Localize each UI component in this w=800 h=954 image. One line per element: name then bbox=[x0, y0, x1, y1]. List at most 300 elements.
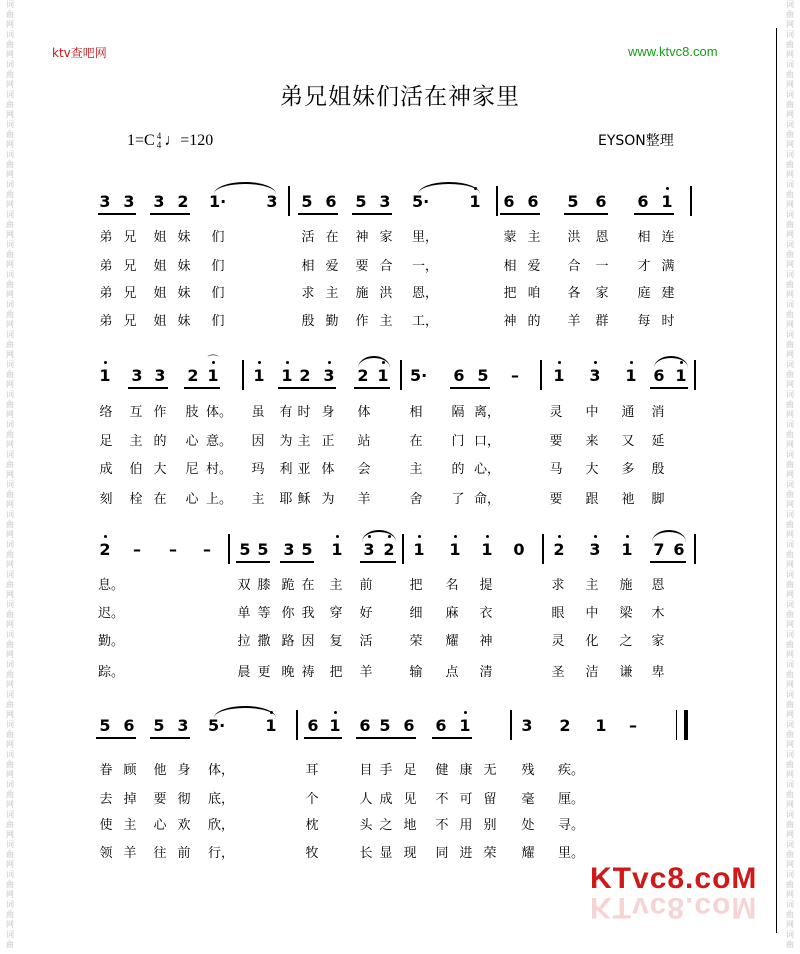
watermark-char: 曲 bbox=[786, 280, 794, 289]
lyric-char: 肢 bbox=[185, 405, 199, 420]
watermark-char: 曲 bbox=[6, 490, 14, 499]
lyric-char: 细 bbox=[409, 606, 423, 621]
octave-dot-up bbox=[558, 361, 561, 364]
note: – bbox=[629, 716, 637, 735]
lyric-char: 往 bbox=[153, 846, 167, 861]
note: 1 bbox=[448, 540, 462, 560]
lyric-char: 显 bbox=[379, 846, 393, 861]
watermark-char: 词 bbox=[786, 30, 794, 39]
watermark-char: 词 bbox=[786, 570, 794, 579]
watermark-char: 词 bbox=[6, 780, 14, 789]
arranger: EYSON整理 bbox=[598, 133, 674, 149]
lyric-char: 荣 bbox=[409, 634, 423, 649]
watermark-char: 网 bbox=[6, 680, 14, 689]
lyric-char: 们 bbox=[211, 314, 225, 329]
lyric-char: 羊 bbox=[567, 314, 581, 329]
lyric-char: 毫 bbox=[521, 792, 535, 807]
octave-dot-up bbox=[594, 361, 597, 364]
note: 2 bbox=[559, 716, 571, 735]
note: 6 bbox=[527, 192, 539, 211]
lyric-char: 口， bbox=[474, 434, 501, 449]
watermark-char: 曲 bbox=[786, 850, 794, 859]
watermark-char: 网 bbox=[786, 320, 794, 329]
final-bar-thick bbox=[684, 710, 688, 740]
lyric-char: 路 bbox=[281, 634, 295, 649]
lyric-char: 洁 bbox=[585, 665, 599, 680]
lyric-char: 现 bbox=[403, 846, 417, 861]
watermark-char: 词 bbox=[6, 390, 14, 399]
note: 3 bbox=[131, 366, 143, 385]
note: 3 bbox=[283, 540, 295, 559]
watermark-char: 曲 bbox=[786, 760, 794, 769]
lyric-char: 见 bbox=[403, 792, 417, 807]
watermark-char: 曲 bbox=[786, 790, 794, 799]
watermark-char: 网 bbox=[786, 770, 794, 779]
watermark-char: 词 bbox=[786, 510, 794, 519]
lyric-char: 迟。 bbox=[98, 606, 125, 621]
lyric-char: 足 bbox=[99, 434, 113, 449]
watermark-char: 网 bbox=[6, 710, 14, 719]
lyric-char: 的 bbox=[153, 434, 167, 449]
lyric-char: 中 bbox=[585, 405, 599, 420]
note: 5· bbox=[410, 366, 428, 385]
lyric-char: 更 bbox=[257, 665, 271, 680]
lyric-char: 蒙 bbox=[503, 230, 517, 245]
lyric-char: 合 bbox=[567, 259, 581, 274]
watermark-char: 网 bbox=[786, 890, 794, 899]
lyric-char: 中 bbox=[585, 606, 599, 621]
watermark-char: 曲 bbox=[6, 400, 14, 409]
lyric-char: 前 bbox=[177, 846, 191, 861]
beam-underline bbox=[356, 737, 416, 739]
note: 3 bbox=[266, 192, 278, 211]
lyric-char: 的 bbox=[527, 314, 541, 329]
lyric-char: 里。 bbox=[558, 846, 585, 861]
note: 1 bbox=[674, 366, 688, 386]
lyric-char: 祷 bbox=[301, 665, 315, 680]
fermata-icon: ⌒ bbox=[207, 354, 219, 367]
lyric-char: 进 bbox=[459, 846, 473, 861]
lyric-char: 兄 bbox=[123, 314, 137, 329]
watermark-char: 词 bbox=[6, 210, 14, 219]
lyric-char: 弟 bbox=[99, 230, 113, 245]
lyric-char: 兄 bbox=[123, 230, 137, 245]
watermark-char: 词 bbox=[786, 480, 794, 489]
lyric-char: 健 bbox=[435, 763, 449, 778]
lyric-char: 家 bbox=[379, 230, 393, 245]
note: 1 bbox=[468, 192, 482, 212]
bar-line bbox=[510, 710, 512, 740]
lyric-char: 身 bbox=[321, 405, 335, 420]
watermark-char: 网 bbox=[786, 470, 794, 479]
lyric-char: 一 bbox=[595, 259, 609, 274]
lyric-char: 站 bbox=[357, 434, 371, 449]
lyric-char: 耀 bbox=[521, 846, 535, 861]
watermark-char: 曲 bbox=[6, 670, 14, 679]
time-top: 4 bbox=[156, 131, 162, 142]
lyric-char: 们 bbox=[211, 259, 225, 274]
lyric-char: 好 bbox=[359, 606, 373, 621]
lyric-char: 疾。 bbox=[558, 763, 585, 778]
watermark-char: 网 bbox=[6, 830, 14, 839]
lyric-char: 庭 bbox=[637, 286, 651, 301]
lyric-char: 衣 bbox=[479, 606, 493, 621]
lyric-char: 门 bbox=[451, 434, 465, 449]
watermark-char: 曲 bbox=[6, 310, 14, 319]
lyric-char: 主 bbox=[123, 818, 137, 833]
watermark-char: 网 bbox=[786, 650, 794, 659]
lyric-line-15 bbox=[0, 817, 800, 835]
watermark-char: 网 bbox=[786, 620, 794, 629]
lyric-char: 主 bbox=[129, 434, 143, 449]
lyric-char: 耶 bbox=[279, 492, 293, 507]
lyric-char: 洪 bbox=[567, 230, 581, 245]
watermark-char: 网 bbox=[786, 50, 794, 59]
lyric-char: 恩， bbox=[412, 286, 439, 301]
lyric-char: 在 bbox=[301, 578, 315, 593]
slur-tie bbox=[418, 182, 480, 194]
lyric-char: 不 bbox=[435, 792, 449, 807]
watermark-char: 曲 bbox=[786, 370, 794, 379]
lyric-char: 意。 bbox=[206, 434, 233, 449]
lyric-char: 勤。 bbox=[98, 634, 125, 649]
bar-line bbox=[228, 534, 230, 564]
watermark-char: 词 bbox=[786, 600, 794, 609]
lyric-char: 息。 bbox=[98, 578, 125, 593]
lyric-char: 晚 bbox=[281, 665, 295, 680]
lyric-char: 刻 bbox=[99, 492, 113, 507]
lyric-char: 谦 bbox=[619, 665, 633, 680]
lyric-char: 满 bbox=[661, 259, 675, 274]
lyric-char: 行， bbox=[208, 846, 235, 861]
note: 6 bbox=[403, 716, 415, 735]
lyric-char: 枕 bbox=[305, 818, 319, 833]
lyric-char: 在 bbox=[153, 492, 167, 507]
watermark-char: 词 bbox=[786, 210, 794, 219]
lyric-char: 跟 bbox=[585, 492, 599, 507]
watermark-char: 词 bbox=[786, 360, 794, 369]
note: 3 bbox=[521, 716, 533, 735]
lyric-char: 妹 bbox=[177, 230, 191, 245]
lyric-char: 体， bbox=[208, 763, 235, 778]
note: 1 bbox=[480, 540, 494, 560]
watermark-char: 网 bbox=[786, 800, 794, 809]
bar-line bbox=[542, 534, 544, 564]
note: 3 bbox=[322, 366, 336, 386]
lyric-char: 头 bbox=[359, 818, 373, 833]
lyric-char: 姐 bbox=[153, 314, 167, 329]
lyric-char: 麻 bbox=[445, 606, 459, 621]
watermark-char: 曲 bbox=[786, 250, 794, 259]
watermark-char: 网 bbox=[6, 620, 14, 629]
lyric-char: 马 bbox=[549, 462, 563, 477]
note: 2 bbox=[552, 540, 566, 560]
watermark-char: 曲 bbox=[786, 580, 794, 589]
beam-underline bbox=[450, 387, 490, 389]
watermark-char: 词 bbox=[6, 750, 14, 759]
watermark-char: 曲 bbox=[6, 700, 14, 709]
watermark-char: 词 bbox=[786, 720, 794, 729]
watermark-char: 网 bbox=[6, 470, 14, 479]
watermark-char: 曲 bbox=[6, 70, 14, 79]
note: 1 bbox=[412, 540, 426, 560]
octave-dot-up bbox=[594, 535, 597, 538]
octave-dot-up bbox=[486, 535, 489, 538]
lyric-char: 用 bbox=[459, 818, 473, 833]
lyric-char: 来 bbox=[585, 434, 599, 449]
lyric-char: 命， bbox=[474, 492, 501, 507]
note: 1 bbox=[660, 192, 674, 212]
lyric-char: 了 bbox=[451, 492, 465, 507]
octave-dot-down bbox=[104, 535, 107, 538]
lyric-char: 虽 bbox=[251, 405, 265, 420]
lyric-line-7 bbox=[0, 461, 800, 479]
lyric-char: 眼 bbox=[551, 606, 565, 621]
site-url[interactable]: www.ktvc8.com bbox=[628, 44, 718, 59]
lyric-char: 玛 bbox=[251, 462, 265, 477]
octave-dot-up bbox=[328, 361, 331, 364]
lyric-char: 梁 bbox=[619, 606, 633, 621]
watermark-char: 网 bbox=[6, 230, 14, 239]
note: 1 bbox=[206, 366, 220, 386]
watermark-char: 词 bbox=[786, 930, 794, 939]
lyric-char: 去 bbox=[99, 792, 113, 807]
lyric-char: 同 bbox=[435, 846, 449, 861]
lyric-char: 单 bbox=[237, 606, 251, 621]
watermark-char: 网 bbox=[6, 440, 14, 449]
watermark-char: 曲 bbox=[6, 820, 14, 829]
watermark-char: 网 bbox=[786, 920, 794, 929]
watermark-char: 词 bbox=[6, 420, 14, 429]
watermark-char: 曲 bbox=[786, 640, 794, 649]
watermark-char: 曲 bbox=[786, 400, 794, 409]
watermark-char: 词 bbox=[6, 360, 14, 369]
watermark-char: 网 bbox=[786, 740, 794, 749]
lyric-char: 处 bbox=[521, 818, 535, 833]
lyric-char: 才 bbox=[637, 259, 651, 274]
watermark-char: 曲 bbox=[786, 220, 794, 229]
watermark-char: 曲 bbox=[6, 850, 14, 859]
lyric-char: 姐 bbox=[153, 259, 167, 274]
watermark-char: 曲 bbox=[786, 700, 794, 709]
watermark-char: 曲 bbox=[786, 880, 794, 889]
watermark-char: 词 bbox=[6, 510, 14, 519]
watermark-char: 曲 bbox=[786, 550, 794, 559]
watermark-char: 词 bbox=[786, 270, 794, 279]
lyric-char: 脚 bbox=[651, 492, 665, 507]
lyric-char: 跪 bbox=[281, 578, 295, 593]
note: 2 bbox=[177, 192, 189, 211]
lyric-char: 羊 bbox=[123, 846, 137, 861]
note: 6 bbox=[359, 716, 371, 735]
watermark-char: 词 bbox=[6, 240, 14, 249]
watermark-char: 网 bbox=[786, 260, 794, 269]
lyric-char: 使 bbox=[99, 818, 113, 833]
watermark-char: 曲 bbox=[786, 730, 794, 739]
watermark-char: 网 bbox=[6, 920, 14, 929]
lyric-char: 我 bbox=[301, 606, 315, 621]
watermark-char: 词 bbox=[786, 540, 794, 549]
lyric-char: 家 bbox=[651, 634, 665, 649]
octave-dot-up bbox=[626, 535, 629, 538]
lyric-char: 体 bbox=[321, 462, 335, 477]
watermark-char: 词 bbox=[6, 60, 14, 69]
watermark-char: 网 bbox=[6, 770, 14, 779]
watermark-char: 曲 bbox=[786, 430, 794, 439]
watermark-char: 网 bbox=[786, 860, 794, 869]
lyric-char: 求 bbox=[551, 578, 565, 593]
lyric-char: 别 bbox=[483, 818, 497, 833]
lyric-char: 为 bbox=[321, 492, 335, 507]
bar-line bbox=[400, 360, 402, 390]
watermark-char: 曲 bbox=[786, 190, 794, 199]
watermark-char: 网 bbox=[6, 890, 14, 899]
note: 5 bbox=[301, 540, 313, 559]
watermark-char: 词 bbox=[6, 570, 14, 579]
watermark-char: 词 bbox=[6, 600, 14, 609]
watermark-char: 曲 bbox=[786, 10, 794, 19]
octave-dot-up bbox=[558, 535, 561, 538]
lyric-char: 多 bbox=[621, 462, 635, 477]
watermark-char: 曲 bbox=[6, 430, 14, 439]
note: 3 bbox=[123, 192, 135, 211]
lyric-char: 主 bbox=[297, 434, 311, 449]
lyric-char: 栓 bbox=[129, 492, 143, 507]
time-signature bbox=[157, 132, 162, 150]
lyric-char: 牧 bbox=[305, 846, 319, 861]
ktvc8-logo[interactable]: KTvc8.coM bbox=[590, 862, 758, 895]
lyric-char: 主 bbox=[251, 492, 265, 507]
lyric-char: 之 bbox=[379, 818, 393, 833]
lyric-char: 之 bbox=[619, 634, 633, 649]
lyric-char: 络 bbox=[99, 405, 113, 420]
lyric-char: 合 bbox=[379, 259, 393, 274]
lyric-char: 欢 bbox=[177, 818, 191, 833]
site-name[interactable]: ktv查吧网 bbox=[52, 46, 107, 60]
slur-tie bbox=[214, 706, 276, 718]
watermark-char: 曲 bbox=[6, 520, 14, 529]
watermark-char: 网 bbox=[786, 230, 794, 239]
beam-underline bbox=[650, 387, 688, 389]
watermark-char: 网 bbox=[786, 590, 794, 599]
lyric-line-1 bbox=[0, 229, 800, 247]
bar-line bbox=[694, 534, 696, 564]
lyric-char: 尼 bbox=[185, 462, 199, 477]
beam-underline bbox=[500, 213, 540, 215]
lyric-char: 上。 bbox=[206, 492, 233, 507]
lyric-char: 的 bbox=[451, 462, 465, 477]
tempo: ♩=120 bbox=[164, 132, 214, 149]
note: 5 bbox=[239, 540, 251, 559]
lyric-char: 祂 bbox=[621, 492, 635, 507]
lyric-char: 为 bbox=[279, 434, 293, 449]
lyric-line-14 bbox=[0, 791, 800, 809]
lyric-char: 有 bbox=[279, 405, 293, 420]
octave-dot-up bbox=[104, 361, 107, 364]
lyric-char: 点 bbox=[445, 665, 459, 680]
slur-tie bbox=[362, 530, 396, 542]
lyric-char: 穿 bbox=[329, 606, 343, 621]
lyric-char: 心 bbox=[185, 492, 199, 507]
watermark-char: 网 bbox=[6, 170, 14, 179]
octave-dot-up bbox=[286, 361, 289, 364]
octave-dot-up bbox=[418, 535, 421, 538]
lyric-char: 身 bbox=[177, 763, 191, 778]
watermark-char: 词 bbox=[6, 270, 14, 279]
watermark-char: 网 bbox=[786, 560, 794, 569]
note: 6 bbox=[673, 540, 685, 559]
watermark-char: 曲 bbox=[6, 250, 14, 259]
beam-underline bbox=[150, 213, 190, 215]
note: 1· bbox=[209, 192, 227, 211]
lyric-char: 卑 bbox=[651, 665, 665, 680]
watermark-char: 网 bbox=[786, 680, 794, 689]
song-title: 弟兄姐妹们活在神家里 bbox=[280, 84, 520, 110]
watermark-char: 词 bbox=[6, 450, 14, 459]
note: 6 bbox=[325, 192, 337, 211]
note: 6 bbox=[637, 192, 649, 211]
watermark-char: 词 bbox=[786, 300, 794, 309]
lyric-char: 耳 bbox=[305, 763, 319, 778]
bar-line bbox=[402, 534, 404, 564]
lyric-char: 消 bbox=[651, 405, 665, 420]
watermark-char: 曲 bbox=[6, 340, 14, 349]
lyric-char: 把 bbox=[409, 578, 423, 593]
lyric-char: 留 bbox=[483, 792, 497, 807]
lyric-char: 亚 bbox=[297, 462, 311, 477]
lyric-char: 稣 bbox=[297, 492, 311, 507]
lyric-char: 圣 bbox=[551, 665, 565, 680]
lyric-line-4 bbox=[0, 313, 800, 331]
slur-tie bbox=[654, 356, 688, 368]
watermark-char: 网 bbox=[6, 800, 14, 809]
note: – bbox=[511, 366, 519, 385]
lyric-char: 相 bbox=[637, 230, 651, 245]
bar-line bbox=[690, 186, 692, 216]
beam-underline bbox=[280, 561, 314, 563]
octave-dot-up bbox=[334, 711, 337, 714]
watermark-char: 词 bbox=[786, 780, 794, 789]
lyric-char: 作 bbox=[355, 314, 369, 329]
slur-tie bbox=[214, 182, 276, 194]
lyric-char: 施 bbox=[355, 286, 369, 301]
lyric-char: 会 bbox=[357, 462, 371, 477]
lyric-char: 双 bbox=[237, 578, 251, 593]
note: 2 bbox=[357, 366, 369, 385]
watermark-char: 网 bbox=[786, 380, 794, 389]
watermark-char: 曲 bbox=[6, 10, 14, 19]
octave-dot-up bbox=[258, 361, 261, 364]
lyric-char: 残 bbox=[521, 763, 535, 778]
lyric-char: 把 bbox=[503, 286, 517, 301]
note: 0 bbox=[513, 540, 525, 559]
watermark-char: 网 bbox=[6, 110, 14, 119]
lyric-char: 前 bbox=[359, 578, 373, 593]
watermark-char: 曲 bbox=[786, 820, 794, 829]
beam-underline bbox=[128, 387, 168, 389]
note: 3 bbox=[153, 192, 165, 211]
note: 3 bbox=[177, 716, 189, 735]
lyric-char: 工， bbox=[412, 314, 439, 329]
watermark-char: 曲 bbox=[6, 40, 14, 49]
lyric-char: 每 bbox=[637, 314, 651, 329]
watermark-char: 网 bbox=[786, 500, 794, 509]
watermark-char: 曲 bbox=[786, 670, 794, 679]
lyric-char: 个 bbox=[305, 792, 319, 807]
watermark-char: 网 bbox=[6, 20, 14, 29]
lyric-line-8 bbox=[0, 491, 800, 509]
octave-dot-up bbox=[454, 535, 457, 538]
